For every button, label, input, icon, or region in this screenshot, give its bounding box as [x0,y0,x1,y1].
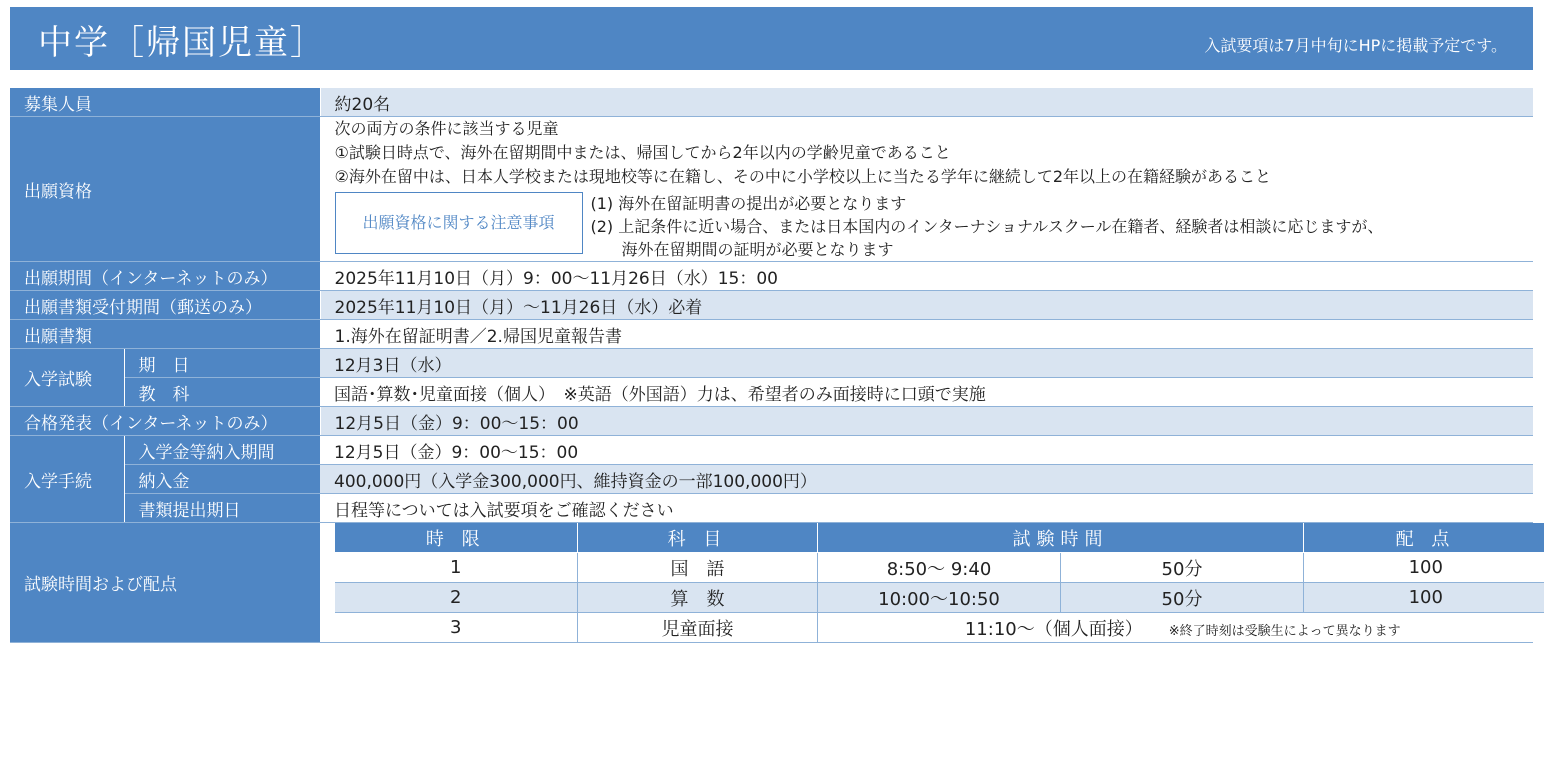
cell-subject: 児童面接 [578,613,818,643]
notice-item-2-cont: 海外在留期間の証明が必要となります [621,240,894,259]
label-qualification: 出願資格 [10,117,320,262]
value-recruit: 約20名 [320,88,1533,117]
label-procedure: 入学手続 [10,436,124,523]
admission-table [10,88,1533,643]
label-procedure-docs: 書類提出期日 [124,494,320,523]
value-result: 12月5日（金）9：00～15：00 [320,407,1533,436]
row-qualification [10,117,1533,262]
cell-subject: 国 語 [578,553,818,583]
label-exam-subject: 教 科 [124,378,320,407]
row-app-period [10,262,1533,291]
cell-period: 2 [335,583,578,613]
header-period: 時 限 [335,523,578,553]
value-qualification [320,117,1533,262]
page-title: 中学［帰国児童］ [38,23,326,63]
label-exam: 入学試験 [10,349,124,407]
cell-score: 100 [1304,583,1544,613]
row-schedule [10,523,1533,643]
value-exam-date: 12月3日（水） [320,349,1533,378]
row-result [10,407,1533,436]
row-recruit [10,88,1533,117]
value-app-period: 2025年11月10日（月）9：00～11月26日（水）15：00 [320,262,1533,291]
row-docs [10,320,1533,349]
value-exam-subject: 国語･算数･児童面接（個人） ※英語（外国語）力は、希望者のみ面接時に口頭で実施 [320,378,1533,407]
section-header [10,7,1533,70]
row-procedure-docs [10,494,1533,523]
cell-subject: 算 数 [578,583,818,613]
row-docs-period [10,291,1533,320]
cell-duration: 50分 [1061,553,1304,583]
table-row [335,583,1544,613]
cell-period: 3 [335,613,578,643]
table-row [335,553,1544,583]
row-procedure-period [10,436,1533,465]
qualification-line3: ②海外在留中は、日本人学校または現地校等に在籍し、その中に小学校以上に当たる学年に継続して2年以上の在籍経験があること [334,167,1272,186]
row-procedure-payment [10,465,1533,494]
notice-list [591,192,1384,261]
cell-period: 1 [335,553,578,583]
label-recruit: 募集人員 [10,88,320,117]
qualification-line2: ①試験日時点で、海外在留期間中または、帰国してから2年以内の学齢児童であること [334,143,951,162]
value-docs-period: 2025年11月10日（月）～11月26日（水）必着 [320,291,1533,320]
label-exam-date: 期 日 [124,349,320,378]
header-score: 配 点 [1304,523,1544,553]
value-docs: 1.海外在留証明書／2.帰国児童報告書 [320,320,1533,349]
notice-item-1: (1) 海外在留証明書の提出が必要となります [590,194,907,213]
qualification-notice [335,192,1534,261]
interview-note: ※終了時刻は受験生によって異なります [1168,623,1401,639]
schedule-header [335,523,1544,553]
schedule-table [335,523,1544,642]
row-exam-date [10,349,1533,378]
label-procedure-period: 入学金等納入期間 [124,436,320,465]
header-note: 入試要項は7月中旬にHPに掲載予定です。 [1204,36,1507,55]
header-subject: 科 目 [578,523,818,553]
interview-time: 11:10～（個人面接） [964,618,1143,640]
value-procedure-payment: 400,000円（入学金300,000円、維持資金の一部100,000円） [320,465,1533,494]
schedule-cell [320,523,1533,643]
row-exam-subject [10,378,1533,407]
label-schedule: 試験時間および配点 [10,523,320,643]
label-app-period: 出願期間（インターネットのみ） [10,262,320,291]
label-docs-period: 出願書類受付期間（郵送のみ） [10,291,320,320]
label-procedure-payment: 納入金 [124,465,320,494]
label-result: 合格発表（インターネットのみ） [10,407,320,436]
notice-label-box: 出願資格に関する注意事項 [335,192,583,254]
cell-duration: 50分 [1061,583,1304,613]
value-procedure-docs: 日程等については入試要項をご確認ください [320,494,1533,523]
notice-item-2: (2) 上記条件に近い場合、または日本国内のインターナショナルスクール在籍者、経験者は相談に応じますが、 [590,217,1384,236]
cell-interview-time [818,613,1544,643]
label-docs: 出願書類 [10,320,320,349]
table-row [335,613,1544,643]
cell-time: 8:50～ 9:40 [818,553,1061,583]
cell-time: 10:00～10:50 [818,583,1061,613]
qualification-line1: 次の両方の条件に該当する児童 [334,119,559,138]
header-time: 試験時間 [818,523,1304,553]
value-procedure-period: 12月5日（金）9：00～15：00 [320,436,1533,465]
cell-score: 100 [1304,553,1544,583]
